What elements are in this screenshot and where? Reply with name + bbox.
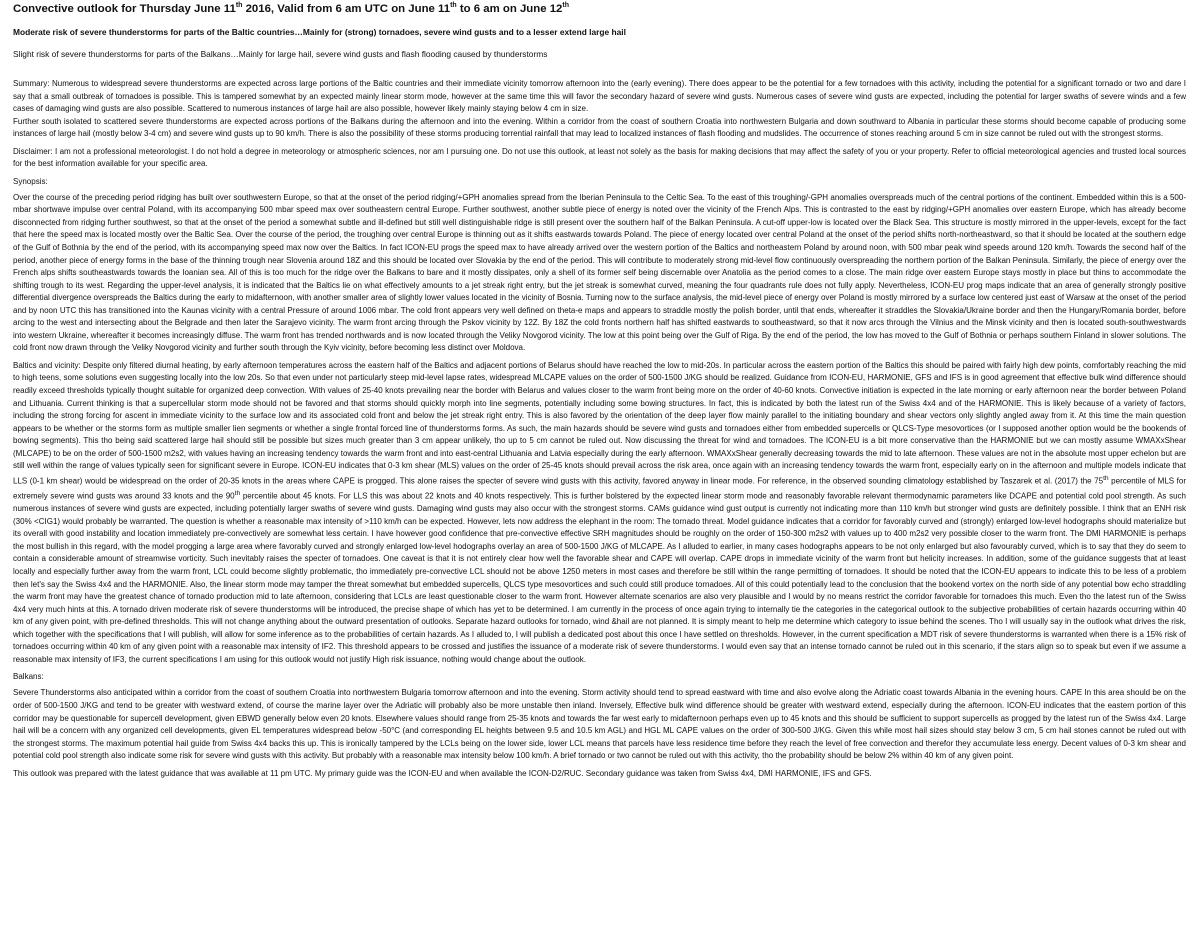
summary-balkans-paragraph: Further south isolated to scattered severe thunderstorms are expected across portions of the Balkans during the afternoon and into the evening. Within a corridor from the coast of southern Croatia into northwestern Bulgaria and down southward to Albania in particular these storms should become capable of producing some instances of large hail (mostly below 3-4 cm) and severe wind gusts up to 90 km/h. There is also the possibility of these storms producing torrential rainfall that may lead to localized instances of flash flooding and mudslides. The occurrence of stones reaching around 5 cm in size cannot be ruled out with the strongest storms. [13, 116, 1186, 139]
moderate-risk-headline: Moderate risk of severe thunderstorms for parts of the Baltic countries…Mainly for (strong) tornadoes, severe wind gusts and to a lesser extend large hail [13, 27, 626, 37]
slight-risk-headline: Slight risk of severe thunderstorms for parts of the Balkans…Mainly for large hail, severe wind gusts and flash flooding caused by thunderstorms [13, 49, 548, 59]
disclaimer-paragraph: Disclaimer: I am not a professional meteorologist. I do not hold a degree in meteorology or atmospheric sciences, nor am I pursuing one. Do not use this outlook, at least not solely as the basis for making decisions that may affect the safety of you or your property. Refer to official meteorological agencies and trusted local sources for the best information available for your specific area. [13, 146, 1186, 169]
footer-note: This outlook was prepared with the latest guidance that was available at 11 pm UTC. My primary guide was the ICON-EU and when available the ICON-D2/RUC. Secondary guidance was taken from Swiss 4x4, DMI HARMONIE, IFS and GFS. [13, 768, 872, 778]
synopsis-paragraph: Over the course of the preceding period ridging has built over southwestern Europe, so that at the onset of the period ridging/+GPH anomalies spread from the Iberian Peninsula to the Celtic Sea. To the east of this troughing/-GPH anomalies overspreads much of the central portions of the continent. Embedded within this is a 500-mbar shortwave impulse over central Poland, with its accompanying 500 mbar speed max over southeastern central Europe. Further southwest, another subtle piece of energy is noted over the vicinity of the French Alps. This is contrasted to the east by ridging/+GPH anomalies over eastern Europe, which has already become disconnected from ridging further southwest, so that at the onset of the period a somewhat subtle and ill-defined but still well distinguishable ridge is still present over the southern half of the Balkan Peninsula. A cut-off upper-low is located over the Black Sea. This structure is mostly mirrored in the upper-levels, except for the fact that here the speed max is located mostly over the Baltic Sea. Over the course of the period, the troughing over central Europe is thinning out as it shifts eastwards towards Poland. The piece of energy located over central Poland at the onset of the period shifts north-northeastward, so that it should be located at the southern edge of the Gulf of Bothnia by the end of the period, with its accompanying speed max now over the Baltics. In fact ICON-EU progs the speed max to have already arrived over the western portion of the Baltics and northeastern Poland by around noon, with 500 mbar peak wind speeds around 120 km/h. Towards the second half of the period, another piece of energy forms in the base of the thinning trough near Slovenia around 18Z and this should be located over Slovakia by the end of the period. This will contribute to moderately strong mid-level flow continuously overspreading the northern portion of the Balkan Peninsula. Similarly, the piece of energy over the French alps shifts southeastwards towards the Ioanian sea. All of this is too much for the ridge over the Balkans to bare and it mostly dissipates, only a shell of its former self being discernable over Anatolia as the period comes to a close. The main ridge over eastern Europe stays mostly in place but thins to accommodate the shifting trough to its west. Regarding the upper-level analysis, it is indicated that the Baltics lie on what effectively amounts to a jet streak right entry, but the jet streak is somewhat curved, meaning the four quadrants rule does not fully apply. Nevertheless, ICON-EU prog maps indicate that an area of generally strongly positive differential divergence overspreads the Baltics during the early to midafternoon, with another smaller area of slightly lower values located in the vicinity of Bosnia. Turning now to the surface analysis, the mid-level piece of energy over Poland is mostly mirrored by a surface low centered just east of Warsaw at the onset of the period and by noon UTC this has transitioned into the Kaunas vicinity with a central Pressure of around 1006 mbar. The cold front appears very well defined on theta-e maps and appears to straddle mostly the polish border, until that ends, whereafter it straddles the Slovakia/Ukraine border and then the Hungary/Romania border, before arcing to the west and intersecting about the Belgrade and then later the Sarajevo vicinity. The warm front arcing through the Pskov vicinity by 12Z. By 18Z the cold fronts northern half has shifted eastwards to southeastward, so that it now arcs through the Vilnius and the Minsk vicinity and then is located south-southwestwards into western Ukraine, whereafter it becomes increasingly diffuse. The warm front has trended northwards and is now located through the Veliky Novgorod vicinity. The low at this point being over the Gulf of Riga. By the end of the period, the low has moved to the Gulf of Bothnia or perhaps southern Finland in slower solutions. The cold front now drawn through the Veliky Novgorod vicinity and further south through the Kyiv vicinity, before becoming less distinct over Moldova. [13, 192, 1186, 353]
synopsis-label: Synopsis: [13, 176, 48, 186]
balkans-label: Balkans: [13, 672, 44, 682]
baltics-paragraph: Baltics and vicinity: Despite only filtered diurnal heating, by early afternoon temperatures across the eastern half of the Baltics and adjacent portions of Belarus should have reached the low to mid-20s. In particular across the eastern portion of the Baltics this should be paired with fairly high dew points, comfortably reaching the mid to high teens, some solutions even suggesting locally into the low 20s. So that even under not particularly steep mid-level lapse rates, widespread MLCAPE values on the order of 500-1500 J/KG should be realized. Guidance from ICON-EU, HARMONIE, GFS and IFS is in good agreement that effective bulk wind difference should readily exceed thresholds typically thought suitable for organized deep convection. With values of 25-40 knots prevailing near the border with Belarus and values closer to the warm front being more on the order of 40-60 knots. Convective initiation is expected in the late morning or early afternoon near the border between Poland and Lithuania. Current thinking is that a supercellular storm mode should not be favored and that storms should quickly morph into line segments, potentially including some bowing structures. In fact, this is indicated by both the latest run of the Swiss 4x4 and of the HARMONIE. This is likely because of a variety of factors, including the strong forcing for ascent in immediate vicinity to the surface low and its associated cold front and below the jet streak right entry. This is also favored by the orientation of the deep layer flow mainly parallel to the initiating boundary and shear vectors only slightly angled away from it. At this time the main question appears to be whether or the storms form as multiple smaller lien segments or whether a single frontal forced line of thunderstorms forms. As such, the main hazards should be severe wind gusts and tornadoes either from embedded supercells or QLCS-Type mesovortices (or I supposed another option would be the bookends of bowing segments). This tho being said scattered large hail should still be possible but sizes much greater than 3 cm appear unlikely, tho up to 5 cm cannot be ruled out. Now discussing the threat for wind and tornadoes. The ICON-EU is a bit more conservative than the HARMONIE but we can mostly assume WMAXxShear (MLCAPE) to be on the order of 500-1500 m2s2, with values having an increasing tendency towards the warm front and into east-central Lithuania and Latvia especially during the early afternoon. WMAXxShear generally decreasing towards the mid to late afternoon. These values are not in the absolute most upper echelon but are still well within the range of values typically seen for significant severe in Europe. ICON-EU indicates that 0-3 km shear (MLS) values on the order of 25-45 knots should prevail across the risk area, once again with an increasing tendency towards the warm front, especially early on in the afternoon and multiple models indicate that LLS (0-1 km shear) would be widespread on the order of 20-35 knots in the areas where CAPE is progged. This alone raises the specter of severe wind gusts with this activity, favored anyway in linear mode. For reference, in the observed sounding climatology established by Taszarek et al. (2017) the 75th percentile of MLS for extremely severe wind gusts was around 33 knots and the 90th percentile about 45 knots. For LLS this was about 22 knots and 40 knots respectively. This is further bolstered by the expected linear storm mode and reasonably favorable relevant thermodynamic parameters like DCAPE and potential cold pool strength. As such numerous instances of severe wind gusts are expected, including potentially larger swaths of severe wind gusts. Damaging wind gusts may also occur with the strongest storms. CAMs guidance wind gust output is currently not indicating more than 110 km/h but stronger wind gusts are definitely possible. I think that an ENH risk (30% <CIG1) would probably be warranted. The question is whether a reasonable max intensity of >110 km/h can be expected. However, lets now address the elephant in the room: The tornado threat. Model guidance indicates that a corridor for favorably curved and (strongly) enlarged low-level hodographs should materialize but its overall with good instability and location immediately pre-convectively are somewhat less certain. I have however good confidence that pre-convective effective SRH magnitudes should be roughly on the order of 150-300 m2s2 with values up to 400 m2s2 very possible closer to the warm front. The DMI HARMONIE is perhaps the most bullish in this regard, with the model progging a large area where favorably curved and strongly enlarged low-level hodographs overlay an area of 500-1500 J/KG of MLCAPE. As I alluded to earlier, in many cases hodographs appears to be not only enlarged but also favourably curved, which is to say that they do seem to contain a considerable amount of streamwise vorticity. Such inevitably raises the specter of tornadoes. One caveat is that it is not entirely clear how well the favorable shear and CAPE will overlap. CAPE drops in immediate vicinity of the warm front but helicity increases. In addition, some of the guidance suggests that at least locally and especially further away from the warm front, LCL could become slightly problematic, tho immediately pre-convective LCL should not be above 1250 meters in most cases and therefore be still within the range permitting of tornadoes. It should be noted that the ICON-EU appears to indicate this to be less of a problem then let's say the Swiss 4x4 and the HARMONIE. Also, the linear storm mode may tamper the threat somewhat but embedded supercells, QLCS type mesovortices and such could still produce tornadoes. All of this could potentially lead to the conclusion that the bookend vortex on the north side of any potential bow echo straddling the warm front may have the greatest chance of tornado production mid to late afternoon, considering that LCLs are least questionable closer to the warm front. However alternate scenarios are also very plausible and I would by no means restrict the corridor favorable for tornadoes this much. Even tho the latest run of the Swiss 4x4 very much hints at this. A tornado driven moderate risk of severe thunderstorms will be introduced, the precise shape of which has yet to be determined. I am currently in the process of once again trying to internally tie the categories in the categorical outlook to the subjective probabilities of certain hazards occurring within 40 km of any given point, with pre-defined thresholds. This will not change anything about the outward presentation of outlooks. Separate hazard outlooks for tornado, wind &hail are not planned. It is simply meant to help me determine which category to issue behind the scenes. Tho I will usually say in the outlook what drives the risk, which together with the specifications that I will publish, will allow for some inference as to the probabilities of certain hazards. As I alluded to, I will publish a dedicated post about this once I have settled on thresholds. However, in the current specification a MDT risk of severe thunderstorms is warranted when there is a 15% risk of tornadoes occurring within 40 km of any given point with a reasonable max intensity of IF2. This threshold appears to be crossed and justifies the issuance of a moderate risk of severe thunderstorms. I would even say that an intense tornado cannot be ruled out in this scenario, if the stars align so to speak but even if we assume a reasonable max intensity of IF3, the current specifications I am using for this outlook would not justify High risk issuance, nothing would change about the outlook. [13, 360, 1186, 664]
outlook-title: Convective outlook for Thursday June 11th 2016, Valid from 6 am UTC on June 11th to 6 am on June 12th [13, 2, 569, 15]
balkans-paragraph: Severe Thunderstorms also anticipated within a corridor from the coast of southern Croatia into northwestern Bulgaria tomorrow afternoon and into the evening. Storm activity should tend to spread eastward with time and also evolve along the Adriatic coast towards Albania in the evening hours. CAPE In this area should be on the order of 500-1500 J/KG and tend to be greater with westward extend, of course the marine layer over the Adriatic will probably also be more unstable then inland. Inversely, Effective bulk wind difference should be greater with westward extend, especially during the afternoon. ICON-EU indicates that the eastern portion of this corridor may be questionable for supercell development, given EBWD generally below even 20 knots. Elsewhere values should range from 25-35 knots and towards the far west early to midafternoon perhaps even up to 45 knots and this should be sufficient to support supercells as progged by the latest run of the Swiss 4x4. Large hail will be a concern with any organized cell developments, given EL temperatures widespread below -50°C (and corresponding EL heights between 9.5 and 10.5 km AGL) and HGL ML CAPE values on the order of 300-500 J/KG. Given this while most hail sizes should stay below 3 cm, 5 cm hail stones cannot be ruled out with the strongest storms. The maximum potential hail guide from Swiss 4x4 backs this up. This is ironically tampered by the LCLs being on the lower side, lower LCL means that parcels have less residence time before they reach the level of free convection and therefor they accumulate less energy. Decent values of 0-3 km shear and potential cold pool strength also indicate some risk for severe wind gusts with this activity. But probably with a reasonable max intensity below 100 km/h. A brief tornado or two cannot be ruled out with this activity, tho the probability should be below 2% within 40 km of any given point. [13, 688, 1186, 761]
summary-paragraph: Summary: Numerous to widespread severe thunderstorms are expected across large portions of the Baltic countries and their immediate vicinity tomorrow afternoon into the (early evening). There does appear to be the potential for a few tornadoes with this activity, including the potential for a significant tornado or two and dare I say that a small outbreak of tornadoes is possible. This is tampered somewhat by an expected mainly linear storm mode, however at the same time this will favor the secondary hazard of severe wind gusts. Numerous cases of severe wind gusts are expected, including the potential for larger swaths of severe winds and a few cases of damaging wind gusts are also possible. Scattered to numerous instances of large hail are also possible, however likely mainly staying below 4 cm in size. [13, 79, 1186, 114]
